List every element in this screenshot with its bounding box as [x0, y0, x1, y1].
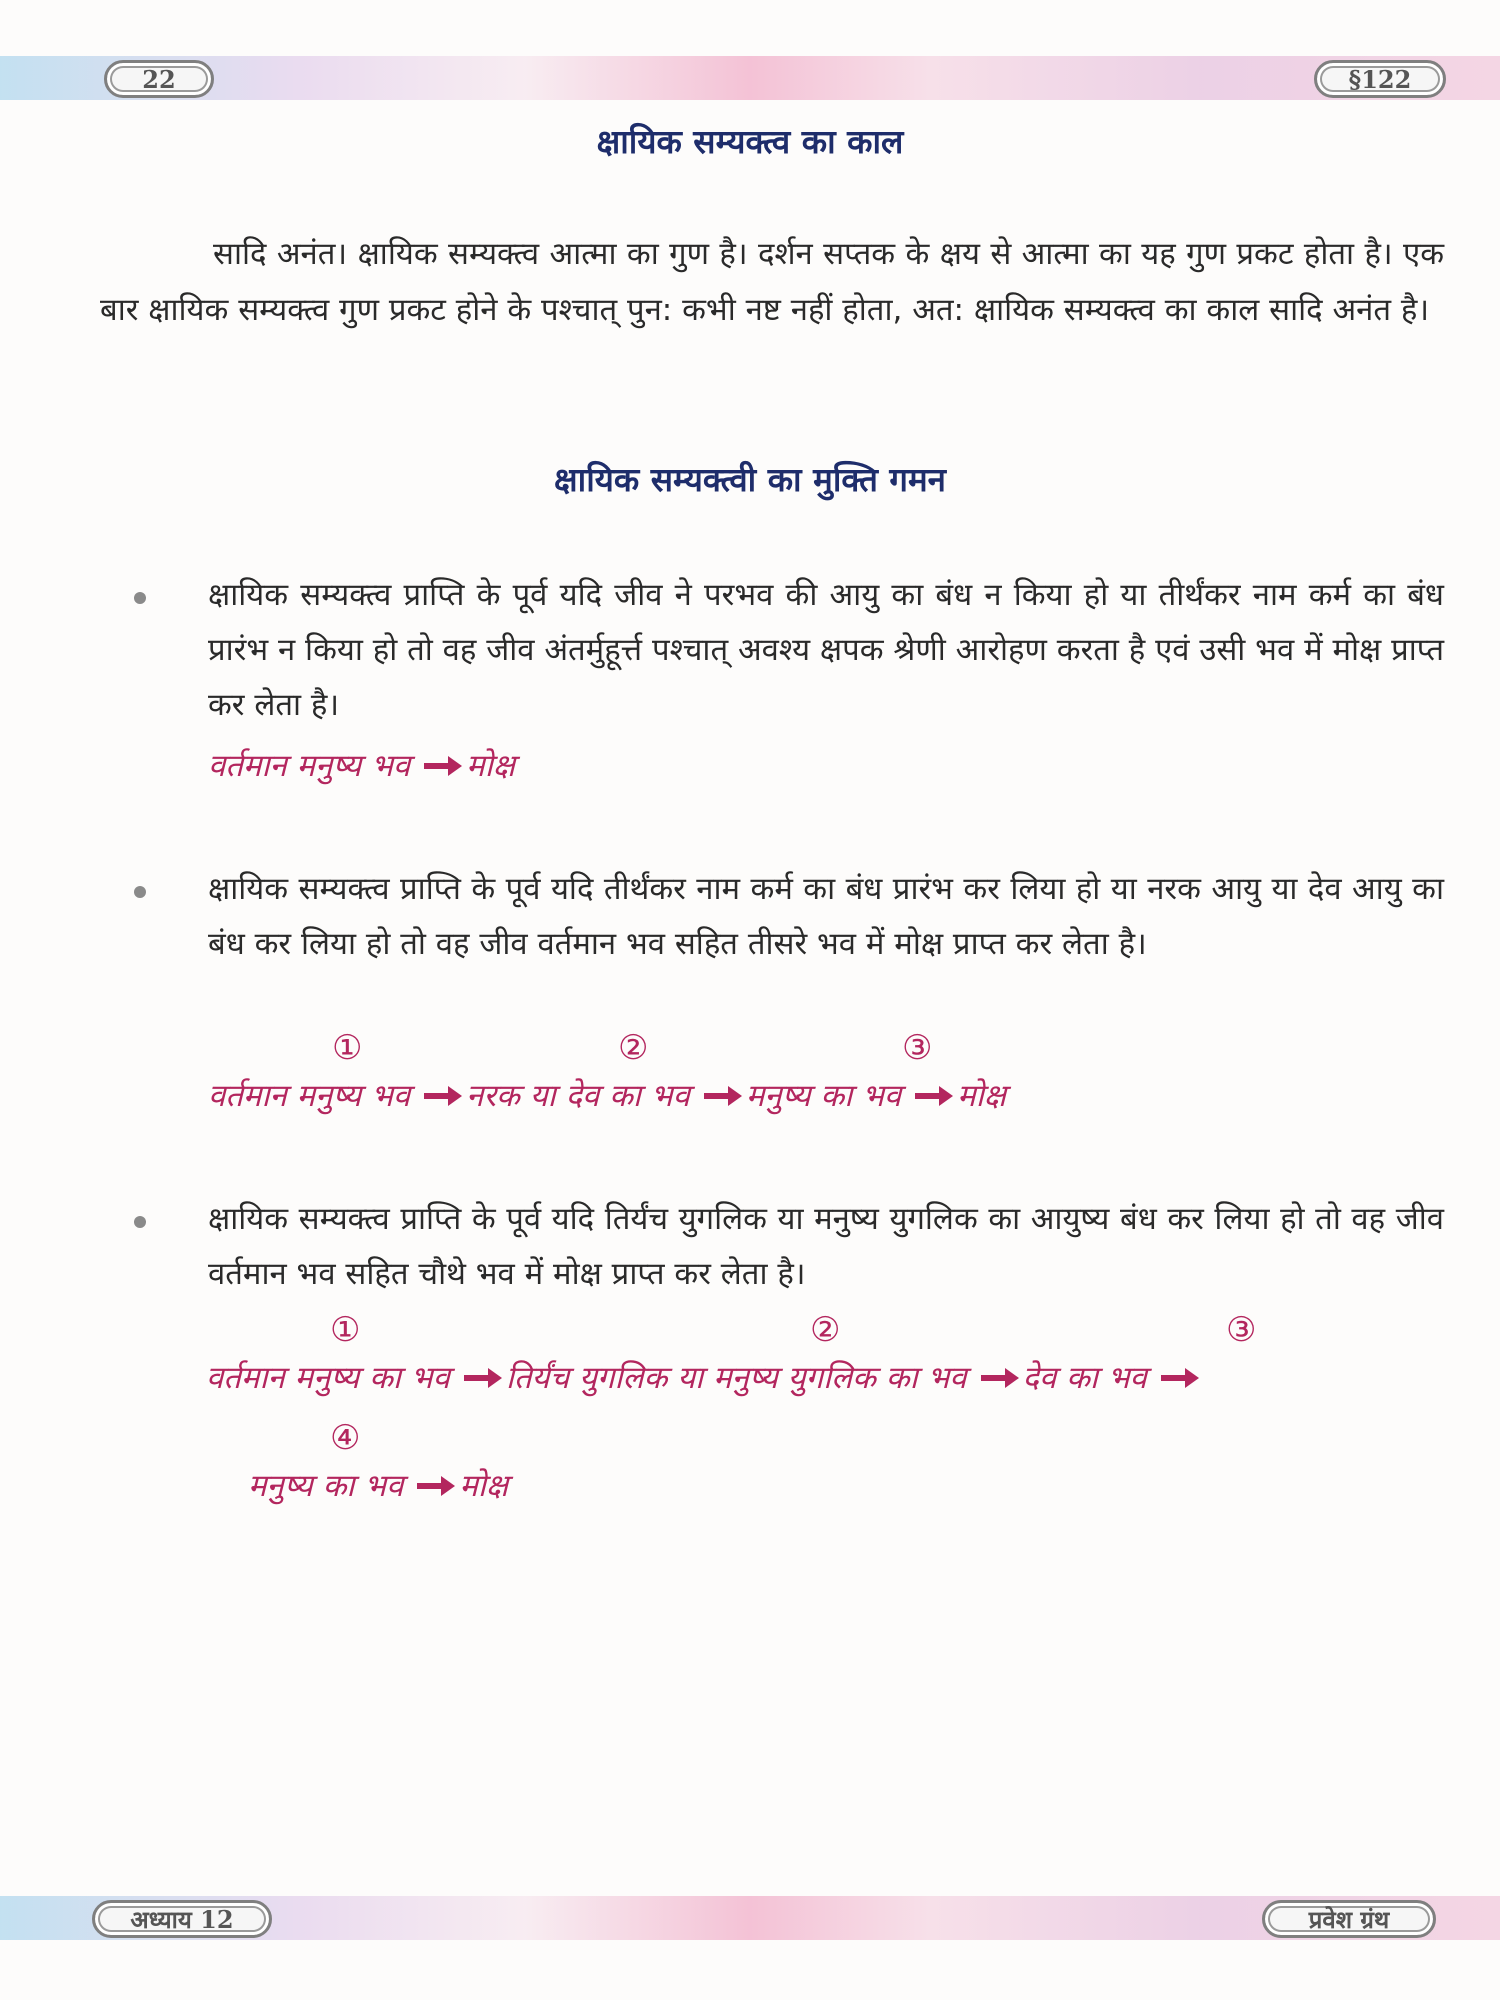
page-number: 22	[104, 60, 214, 98]
bullet1-flow	[208, 744, 515, 786]
bullet-dot-icon	[134, 1216, 146, 1228]
right-arrow-icon	[417, 1483, 445, 1489]
flow-step: मोक्ष	[957, 1078, 1006, 1114]
bullet3-flow-continued	[248, 1464, 508, 1506]
flow-step: मनुष्य का भव	[248, 1468, 404, 1504]
section1-title: क्षायिक सम्यक्त्व का काल	[596, 122, 904, 161]
flow-step: मोक्ष	[459, 1468, 509, 1504]
bullet1-text: क्षायिक सम्यक्त्व प्राप्ति के पूर्व यदि जीव ने परभव की आयु का बंध न किया हो या तीर्थंकर नाम कर्म का बंध प्रारंभ न किया हो तो वह जीव अंतर्मुहूर्त्त पश्चात् अवश्य क्षपक श्रेणी आरोहण करता है एवं उसी भव में मोक्ष प्राप्त कर लेता है।	[208, 577, 1444, 723]
right-arrow-icon	[464, 1375, 492, 1381]
bullet-dot-icon	[134, 592, 146, 604]
bullet2-flow	[208, 1074, 1006, 1116]
right-arrow-icon	[424, 763, 452, 769]
step-number: ④	[330, 1418, 361, 1458]
step-number: ②	[810, 1310, 841, 1350]
flow-step: देव का भव	[1022, 1360, 1147, 1396]
step-number: ③	[902, 1028, 933, 1068]
step-number: ②	[618, 1028, 649, 1068]
step-number: ③	[1226, 1310, 1257, 1350]
bullet3-flow	[206, 1356, 1203, 1398]
bullet3-text: क्षायिक सम्यक्त्व प्राप्ति के पूर्व यदि तिर्यंच युगलिक या मनुष्य युगलिक का आयुष्य बंध कर लिया हो तो वह जीव वर्तमान भव सहित चौथे भव में मोक्ष प्राप्त कर लेता है।	[208, 1201, 1444, 1292]
right-arrow-icon	[915, 1093, 943, 1099]
book-label: प्रवेश ग्रंथ	[1262, 1900, 1436, 1938]
flow-step: वर्तमान मनुष्य भव	[208, 748, 411, 784]
flow-step: नरक या देव का भव	[466, 1078, 690, 1114]
header-band	[0, 56, 1500, 100]
flow-step: वर्तमान मनुष्य भव	[208, 1078, 411, 1114]
flow-step: मनुष्य का भव	[745, 1078, 902, 1114]
section1-paragraph: सादि अनंत। क्षायिक सम्यक्त्व आत्मा का गुण है। दर्शन सप्तक के क्षय से आत्मा का यह गुण प्रकट होता है। एक बार क्षायिक सम्यक्त्व गुण प्रकट होने के पश्चात् पुन: कभी नष्ट नहीं होता, अत: क्षायिक सम्यक्त्व का काल सादि अनंत है।	[100, 236, 1444, 328]
right-arrow-icon	[1161, 1375, 1189, 1381]
right-arrow-icon	[981, 1375, 1009, 1381]
bullet-dot-icon	[134, 886, 146, 898]
step-number: ①	[330, 1310, 361, 1350]
right-arrow-icon	[704, 1093, 732, 1099]
chapter-label: अध्याय 12	[92, 1900, 272, 1938]
step-number: ①	[332, 1028, 363, 1068]
flow-step: मोक्ष	[466, 748, 515, 784]
flow-step: तिर्यंच युगलिक या मनुष्य युगलिक का भव	[505, 1360, 967, 1396]
section2-title: क्षायिक सम्यक्त्वी का मुक्ति गमन	[554, 460, 946, 499]
flow-step: वर्तमान मनुष्य का भव	[206, 1360, 450, 1396]
bullet2-text: क्षायिक सम्यक्त्व प्राप्ति के पूर्व यदि तीर्थंकर नाम कर्म का बंध प्रारंभ कर लिया हो या नरक आयु या देव आयु का बंध कर लिया हो तो वह जीव वर्तमान भव सहित तीसरे भव में मोक्ष प्राप्त कर लेता है।	[208, 871, 1444, 962]
section-number: §122	[1314, 60, 1446, 98]
right-arrow-icon	[424, 1093, 452, 1099]
